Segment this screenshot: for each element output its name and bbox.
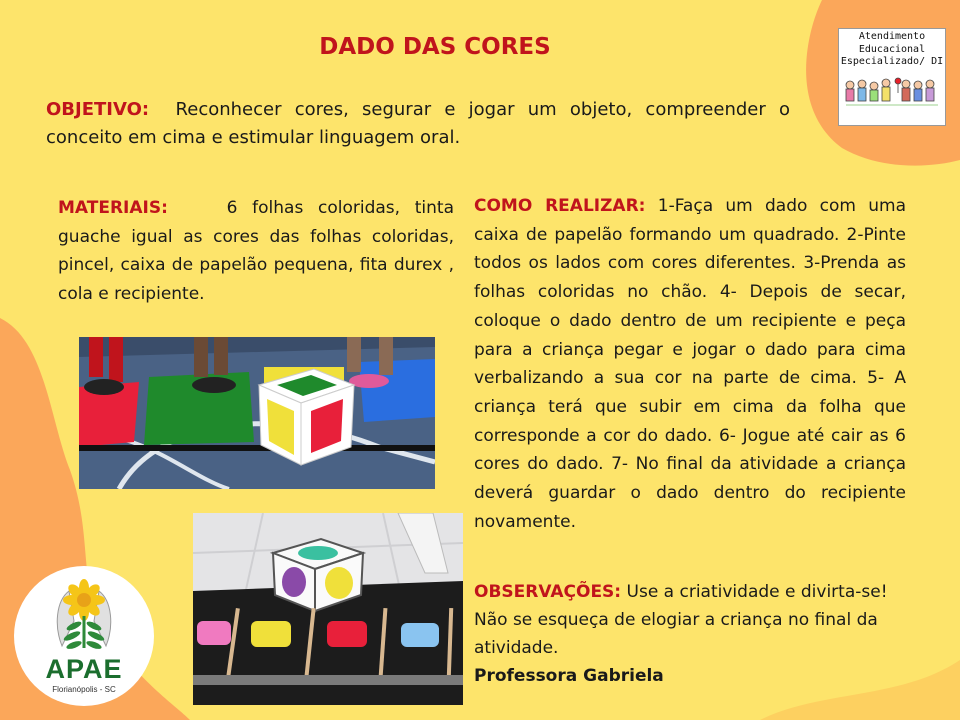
observations-line1: Use a criatividade e divirta-se!: [626, 582, 888, 602]
how-to-paragraph: [474, 192, 906, 536]
objective-label: OBJETIVO:: [46, 99, 150, 120]
objective-text: Reconhecer cores, segurar e jogar um objeto, compreender o conceito em cima e estimular linguagem oral.: [46, 99, 790, 148]
photo-die-and-color-squares: [193, 513, 463, 705]
page-title: DADO DAS CORES: [319, 34, 551, 60]
how-to-text: 1-Faça um dado com uma caixa de papelão formando um quadrado. 2-Pinte todos os lados com cores diferentes. 3-Prenda as folhas coloridas no chão. 4- Depois de secar, coloque o dado dentro de um recipiente e peça para a criança pegar e jogar o dado para cima verbalizando a sua cor na parte de cima. 5- A criança terá que subir em cima da folha que corresponde a cor do dado. 6- Jogue até cair as 6 cores do dado. 7- No final da atividade a criança deverá guardar o dado dentro do recipiente novamente.: [474, 196, 907, 532]
apae-logo: [14, 566, 154, 706]
sunflower-hands-icon: [14, 566, 154, 656]
signature: Professora Gabriela: [474, 666, 664, 686]
observations-label: OBSERVAÇÕES:: [474, 582, 622, 602]
materials-paragraph: [58, 194, 454, 308]
aee-logo-line1: Atendimento: [858, 31, 926, 42]
materials-label: MATERIAIS:: [58, 198, 168, 218]
materials-text: 6 folhas coloridas, tinta guache igual as cores das folhas coloridas, pincel, caixa de papelão pequena, fita durex , cola e recipiente.: [58, 198, 454, 304]
how-to-label: COMO REALIZAR:: [474, 196, 646, 216]
aee-logo-line3: Especializado/ DI: [840, 56, 944, 67]
children-drawing-icon: [842, 71, 942, 113]
apae-name: APAE: [45, 654, 123, 684]
observations-line2: Não se esqueça de elogiar a criança no final da atividade.: [474, 610, 878, 658]
objective-paragraph: [46, 96, 790, 152]
observations-paragraph: [474, 578, 944, 662]
aee-logo: [838, 28, 946, 126]
aee-logo-line2: Educacional: [858, 43, 926, 55]
photo-children-with-color-die: [79, 337, 435, 489]
apae-city: Florianópolis - SC: [52, 685, 116, 694]
